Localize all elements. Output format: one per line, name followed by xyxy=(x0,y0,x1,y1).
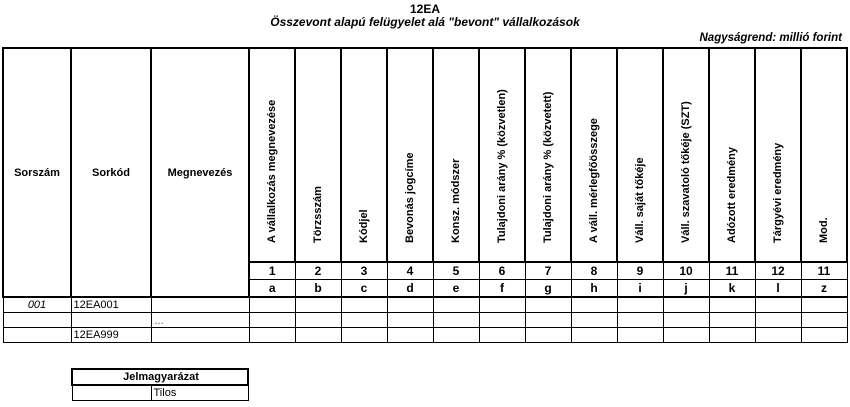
data-cell[interactable] xyxy=(709,297,755,313)
column-header-label: Tulajdoni arány % (közvetlen) xyxy=(496,89,508,243)
column-header-10 xyxy=(663,48,709,262)
data-cell[interactable] xyxy=(295,328,341,343)
column-header-1 xyxy=(249,48,295,262)
data-cell[interactable] xyxy=(433,297,479,313)
data-cell[interactable] xyxy=(479,313,525,328)
data-cell[interactable] xyxy=(525,313,571,328)
data-cell[interactable] xyxy=(663,297,709,313)
column-number: 6 xyxy=(479,262,525,280)
data-cell[interactable] xyxy=(479,297,525,313)
column-letter: b xyxy=(295,280,341,298)
column-header-8 xyxy=(571,48,617,262)
column-number: 7 xyxy=(525,262,571,280)
column-number: 5 xyxy=(433,262,479,280)
data-cell[interactable] xyxy=(709,313,755,328)
column-letter: k xyxy=(709,280,755,298)
data-cell[interactable] xyxy=(387,313,433,328)
column-header-label: Bevonás jogcíme xyxy=(404,152,416,243)
table-row xyxy=(3,313,847,328)
left-header-0: Sorszám xyxy=(3,48,71,297)
data-cell[interactable] xyxy=(433,328,479,343)
column-number: 4 xyxy=(387,262,433,280)
data-cell[interactable] xyxy=(571,328,617,343)
column-header-5 xyxy=(433,48,479,262)
column-number: 8 xyxy=(571,262,617,280)
data-cell[interactable] xyxy=(341,328,387,343)
row-code[interactable]: 12EA999 xyxy=(71,328,151,343)
column-header-label: Kódjel xyxy=(358,209,370,243)
column-header-7 xyxy=(525,48,571,262)
data-cell[interactable] xyxy=(801,328,847,343)
row-code[interactable] xyxy=(71,313,151,328)
column-letter: d xyxy=(387,280,433,298)
data-cell[interactable] xyxy=(387,297,433,313)
column-header-3 xyxy=(341,48,387,262)
data-cell[interactable] xyxy=(571,313,617,328)
data-cell[interactable] xyxy=(571,297,617,313)
legend-label-tilos: Tilos xyxy=(151,385,248,401)
column-header-6 xyxy=(479,48,525,262)
column-letter: l xyxy=(755,280,801,298)
column-number: 1 xyxy=(249,262,295,280)
data-cell[interactable] xyxy=(387,328,433,343)
row-name[interactable] xyxy=(151,297,249,313)
column-number: 2 xyxy=(295,262,341,280)
data-cell[interactable] xyxy=(755,297,801,313)
data-cell[interactable] xyxy=(249,313,295,328)
data-cell[interactable] xyxy=(295,313,341,328)
table-row xyxy=(3,297,847,313)
column-number: 9 xyxy=(617,262,663,280)
column-header-label: Mod. xyxy=(818,217,830,243)
row-number[interactable]: 001 xyxy=(3,297,71,313)
column-header-label: Tárgyévi eredmény xyxy=(772,142,784,243)
column-header-9 xyxy=(617,48,663,262)
column-header-label: Váll. saját tőkéje xyxy=(634,157,646,243)
column-letter: j xyxy=(663,280,709,298)
data-cell[interactable] xyxy=(617,328,663,343)
column-letter: h xyxy=(571,280,617,298)
data-cell[interactable] xyxy=(295,297,341,313)
column-header-label: A váll. mérlegfőösszege xyxy=(588,118,600,243)
column-header-label: Adózott eredmény xyxy=(726,147,738,243)
data-cell[interactable] xyxy=(617,297,663,313)
row-code[interactable]: 12EA001 xyxy=(71,297,151,313)
data-cell[interactable] xyxy=(663,328,709,343)
legend-title: Jelmagyarázat xyxy=(72,369,248,385)
unit-label: Nagyságrend: millió forint xyxy=(699,32,842,44)
data-cell[interactable] xyxy=(433,313,479,328)
column-letter: f xyxy=(479,280,525,298)
left-header-1: Sorkód xyxy=(71,48,151,297)
column-number: 11 xyxy=(709,262,755,280)
table-code: 12EA xyxy=(409,2,441,16)
column-header-12 xyxy=(755,48,801,262)
data-cell[interactable] xyxy=(801,297,847,313)
data-cell[interactable] xyxy=(525,297,571,313)
data-cell[interactable] xyxy=(525,328,571,343)
row-number[interactable] xyxy=(3,313,71,328)
row-number[interactable] xyxy=(3,328,71,343)
column-header-label: A vállalkozás megnevezése xyxy=(266,99,278,243)
data-cell[interactable] xyxy=(249,297,295,313)
column-number: 10 xyxy=(663,262,709,280)
column-header-label: Konsz. módszer xyxy=(450,158,462,243)
column-header-label: Tulajdoni arány % (közvetett) xyxy=(542,91,554,243)
data-cell[interactable] xyxy=(801,313,847,328)
data-cell[interactable] xyxy=(755,328,801,343)
data-cell[interactable] xyxy=(755,313,801,328)
report-table xyxy=(2,47,848,343)
data-cell[interactable] xyxy=(341,297,387,313)
column-header-4 xyxy=(387,48,433,262)
column-number: 12 xyxy=(755,262,801,280)
data-cell[interactable] xyxy=(709,328,755,343)
column-letter: g xyxy=(525,280,571,298)
column-number: 3 xyxy=(341,262,387,280)
column-header-2 xyxy=(295,48,341,262)
legend xyxy=(71,368,249,401)
data-rows xyxy=(3,297,847,343)
column-header-label: Váll. szavatoló tőkéje (SZT) xyxy=(680,101,692,243)
data-cell[interactable] xyxy=(663,313,709,328)
legend-swatch-tilos xyxy=(72,385,151,401)
left-header-2: Megnevezés xyxy=(151,48,249,297)
column-header-13 xyxy=(801,48,847,262)
header-row xyxy=(3,48,847,262)
data-cell[interactable] xyxy=(249,328,295,343)
column-letter: a xyxy=(249,280,295,298)
column-header-label: Törzsszám xyxy=(312,186,324,243)
row-name[interactable]: ... xyxy=(151,313,249,328)
column-letter: e xyxy=(433,280,479,298)
table-title: Összevont alapú felügyelet alá "bevont" vállalkozások xyxy=(270,15,580,29)
data-cell[interactable] xyxy=(341,313,387,328)
data-cell[interactable] xyxy=(479,328,525,343)
column-letter: c xyxy=(341,280,387,298)
column-letter: i xyxy=(617,280,663,298)
column-header-11 xyxy=(709,48,755,262)
column-letter: z xyxy=(801,280,847,298)
data-cell[interactable] xyxy=(617,313,663,328)
row-name[interactable] xyxy=(151,328,249,343)
column-number: 11 xyxy=(801,262,847,280)
table-row xyxy=(3,328,847,343)
